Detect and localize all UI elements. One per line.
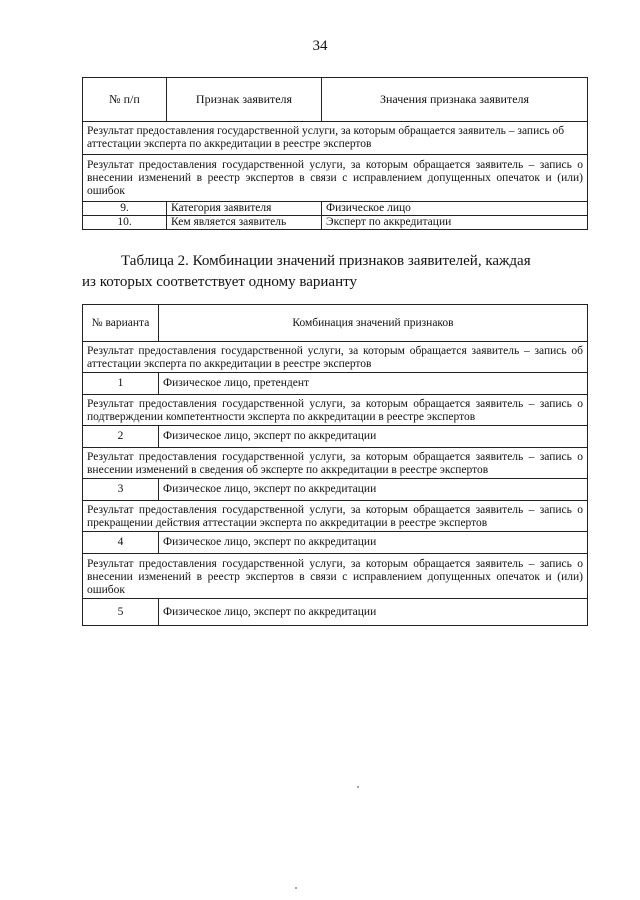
variant-combination: Физическое лицо, эксперт по аккредитации (159, 426, 588, 448)
row-value: Физическое лицо (322, 202, 588, 216)
result-text: Результат предоставления государственной услуги, за которым обращается заявитель – запись об аттестации эксперта по аккредитации в реестре экспертов (83, 342, 588, 373)
applicant-features-table (82, 77, 588, 230)
result-text: Результат предоставления государственной услуги, за которым обращается заявитель – запись о подтверждении компетентности эксперта по аккредитации в реестре экспертов (83, 395, 588, 426)
table2-caption (82, 251, 571, 293)
result-row (83, 448, 588, 479)
row-number: 10. (83, 216, 167, 230)
header-feature: Признак заявителя (167, 78, 322, 122)
table1-result-row (83, 155, 588, 202)
result-text: Результат предоставления государственной услуги, за которым обращается заявитель – запись о прекращении действия аттестации эксперта по аккредитации в реестре экспертов (83, 501, 588, 532)
variant-number: 1 (83, 373, 159, 395)
variant-row (83, 479, 588, 501)
variant-number: 5 (83, 599, 159, 626)
header-combination: Комбинация значений признаков (159, 305, 588, 342)
variant-combination: Физическое лицо, претендент (159, 373, 588, 395)
header-number: № п/п (83, 78, 167, 122)
result-attestation: Результат предоставления государственной услуги, за которым обращается заявитель – запись об аттестации эксперта по аккредитации в реестре экспертов (83, 122, 588, 155)
result-row (83, 395, 588, 426)
table1-header-row (83, 78, 588, 122)
scan-speck (295, 887, 297, 889)
variant-combination: Физическое лицо, эксперт по аккредитации (159, 599, 588, 626)
row-value: Эксперт по аккредитации (322, 216, 588, 230)
caption-line-2: из которых соответствует одному варианту (82, 274, 357, 290)
page-number: 34 (312, 38, 328, 54)
variant-row (83, 426, 588, 448)
row-feature: Кем является заявитель (167, 216, 322, 230)
result-row (83, 554, 588, 599)
table-row (83, 216, 588, 230)
result-text: Результат предоставления государственной услуги, за которым обращается заявитель – запись о внесении изменений в сведения об эксперте по аккредитации в реестре экспертов (83, 448, 588, 479)
variant-number: 3 (83, 479, 159, 501)
result-text: Результат предоставления государственной услуги, за которым обращается заявитель – запись о внесении изменений в реестр экспертов в связи с исправлением допущенных опечаток и (или) ошибок (83, 554, 588, 599)
result-corrections: Результат предоставления государственной услуги, за которым обращается заявитель – запись о внесении изменений в реестр экспертов в связи с исправлением допущенных опечаток и (или) ошибок (83, 155, 588, 202)
variant-combination: Физическое лицо, эксперт по аккредитации (159, 479, 588, 501)
variants-table (82, 304, 588, 626)
table2-header-row (83, 305, 588, 342)
table1-result-row (83, 122, 588, 155)
header-feature-values: Значения признака заявителя (322, 78, 588, 122)
result-row (83, 501, 588, 532)
scan-speck (357, 786, 359, 788)
variant-row (83, 532, 588, 554)
row-number: 9. (83, 202, 167, 216)
variant-row (83, 373, 588, 395)
row-feature: Категория заявителя (167, 202, 322, 216)
header-variant-number: № варианта (83, 305, 159, 342)
variant-row (83, 599, 588, 626)
caption-line-1: Таблица 2. Комбинации значений признаков заявителей, каждая (121, 253, 531, 269)
result-row (83, 342, 588, 373)
variant-number: 4 (83, 532, 159, 554)
variant-number: 2 (83, 426, 159, 448)
variant-combination: Физическое лицо, эксперт по аккредитации (159, 532, 588, 554)
table-row (83, 202, 588, 216)
